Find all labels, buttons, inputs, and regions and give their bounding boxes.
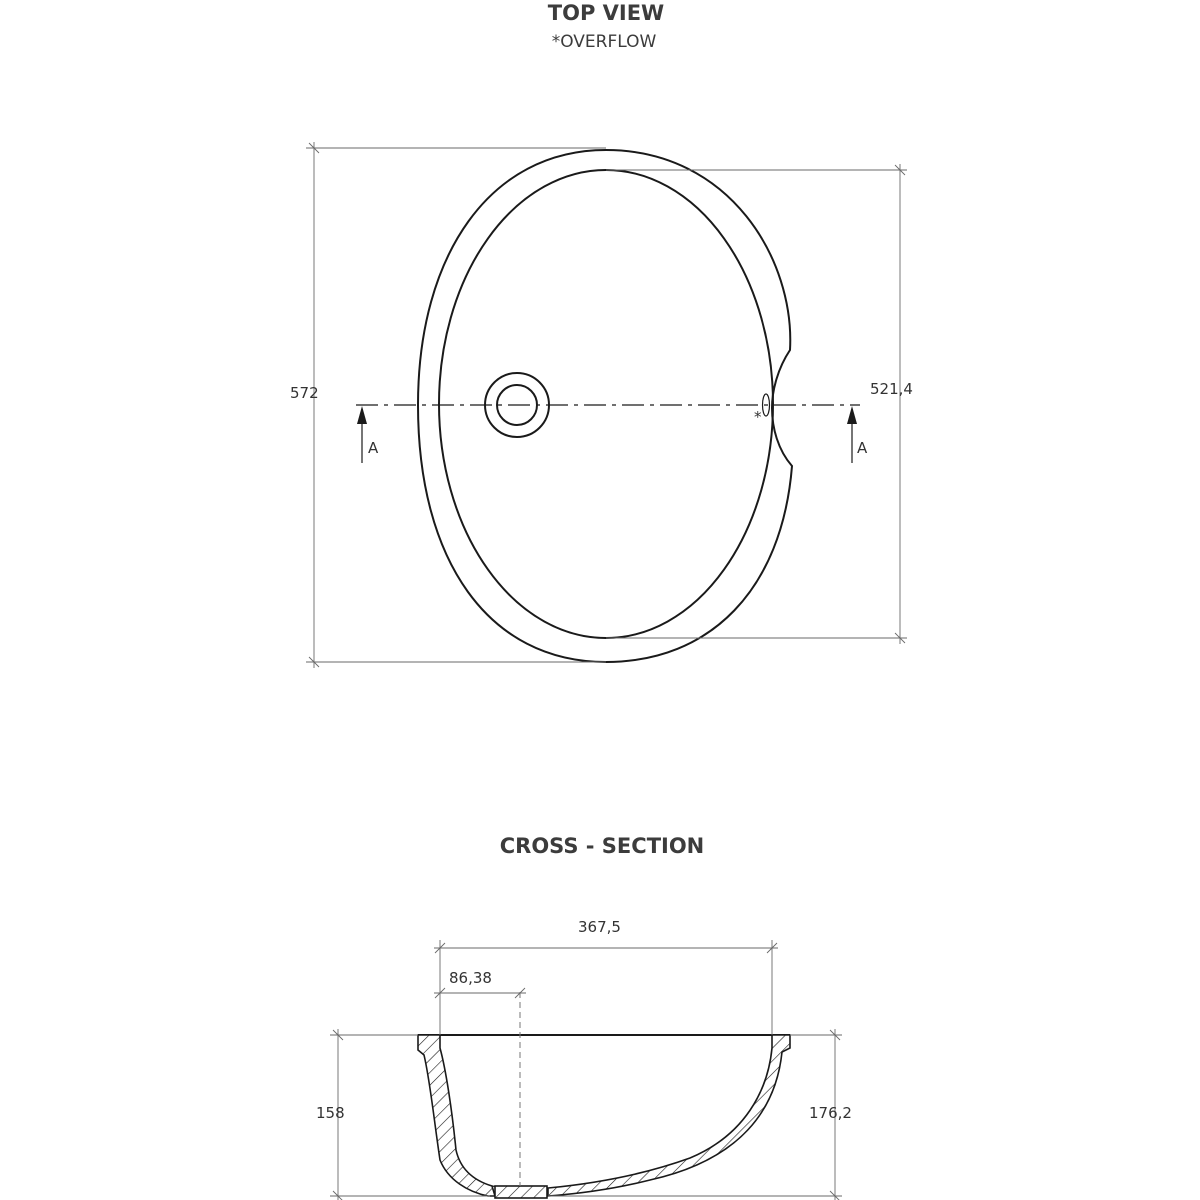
basin-inner-edge	[439, 170, 773, 638]
overflow-marker: *	[754, 408, 762, 426]
dim-label-367-5: 367,5	[578, 918, 621, 936]
dimension-right-height	[548, 1029, 852, 1200]
left-wall-section	[418, 1035, 495, 1196]
drain-outlet-section	[495, 1186, 547, 1198]
right-wall-section	[548, 1035, 790, 1196]
basin-outer-rim	[418, 150, 792, 662]
section-label-left: A	[368, 439, 379, 457]
dim-label-86-38: 86,38	[449, 969, 492, 987]
section-arrowhead-right	[847, 406, 857, 424]
section-label-right: A	[857, 439, 868, 457]
dimension-drain-offset	[434, 969, 526, 998]
dim-label-521-4: 521,4	[870, 380, 913, 398]
cross-section-title: CROSS - SECTION	[499, 834, 705, 858]
dim-label-176-2: 176,2	[809, 1104, 852, 1122]
cross-section	[316, 834, 852, 1200]
dim-label-572: 572	[290, 384, 319, 402]
top-view-title: TOP VIEW	[547, 1, 665, 25]
top-view	[290, 1, 913, 668]
overflow-note: *OVERFLOW	[551, 32, 657, 52]
section-arrowhead-left	[357, 406, 367, 424]
dim-label-158: 158	[316, 1104, 345, 1122]
